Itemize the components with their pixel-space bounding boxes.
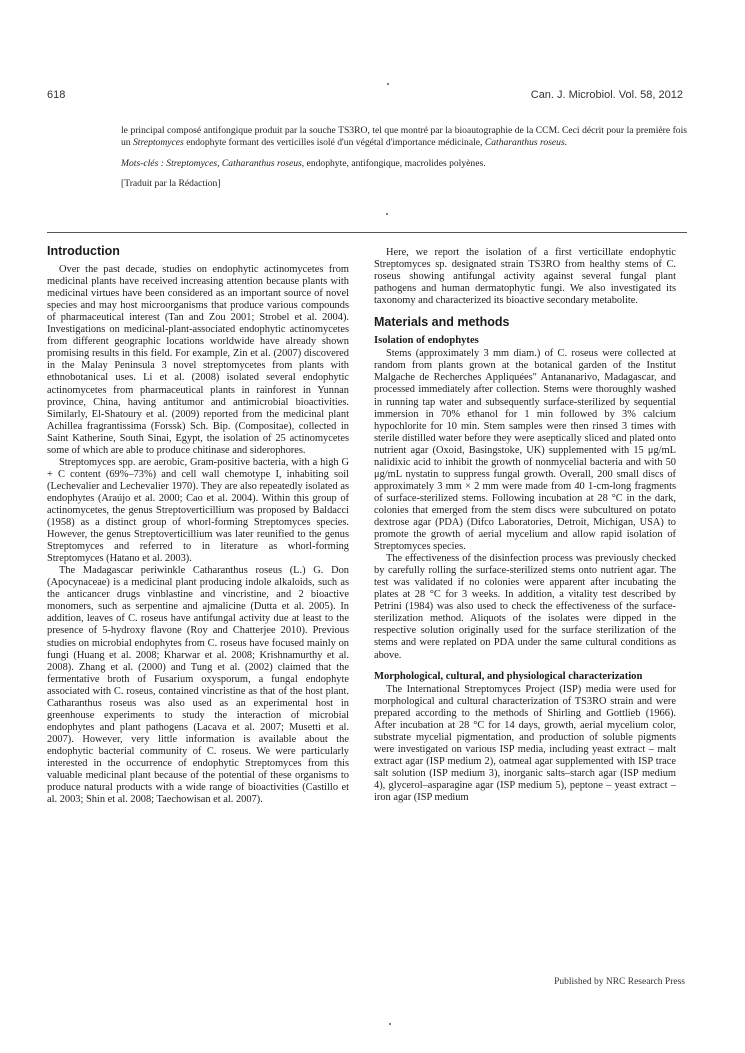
isolation-paragraph: Stems (approximately 3 mm diam.) of C. roseus were collected at random from plants grown at the botanical garden of the Institut Malgache de Recherches Appliquées" Antananarivo, Madagascar, and processed immediately after collection. Stems were thoroughly washed in running tap water and subsequently surface-sterilized by sequential immersion in 70% ethanol for 1 min followed by 3% calcium hypochlorite for 10 min. Stem samples were then rinsed 3 times with sterile distilled water before they were aseptically sliced and plated onto nutrient agar (Oxoid, Basingstoke, UK) supplemented with 15 μg/mL nalidixic acid to inhibit the growth of nonmycelial bacteria and with 50 μg/mL nystatin to suppress fungal growth. Overall, 200 small discs of approximately 3 mm × 2 mm were made from 40 1-cm-long fragments of surface-sterilized stems. Following incubation at 28 °C in the dark, colonies that emerged from the stem discs were subcultured on potato dextrose agar (PDA) (Difco Laboratories, Detroit, Michigan, USA) to promote the growth of aerial mycelium and allow rapid isolation of Streptomyces species. bbox=[374, 348, 676, 553]
methods-heading: Materials and methods bbox=[374, 315, 510, 330]
resume-text bbox=[121, 125, 687, 149]
resume-part: endophyte formant des verticilles isolé d'un végétal d'importance médicinale, bbox=[183, 136, 485, 148]
intro-paragraph-1: Over the past decade, studies on endophytic actinomycetes from medicinal plants have received increasing attention because plants with medicinal virtues have been considered as an important source of novel species and may host microorganisms that produce various compounds of pharmaceutical interest (Tan and Zou 2001; Strobel et al. 2004). Investigations on medicinal-plant-associated endophytic actinomycetes from different geographic locations worldwide have already shown promising results in this field. For example, Zin et al. (2007) discovered in the Malay Peninsula 3 novel streptomycetes from plants with ethnobotanical uses. Li et al. (2008) isolated several endophytic actinomycetes from pharmaceutical plants in rainforest in Yunnan province, China, having antitumor and antimicrobial bioactivities. Similarly, El-Shatoury et al. (2009) reported from the medicinal plant Achillea fragrantissima (Forssk) Sch. Bip. (Compositae), collected in Saint Katherine, South Sinai, Egypt, the isolation of 25 actinomycetes some of which are able to produce chitinase and siderophores. bbox=[47, 264, 349, 456]
morphology-paragraph: The International Streptomyces Project (ISP) media were used for morphological and cultural characterization of TS3RO strain and were prepared according to the methods of Shirling and Gottlieb (1966). After incubation at 28 °C for 14 days, growth, aerial mycelium color, substrate mycelial pigmentation, and production of soluble pigments were investigated on various ISP media, including yeast extract – malt extract agar (ISP medium 2), oatmeal agar supplemented with ISP trace salt solution (ISP medium 3), inorganic salts–starch agar (ISP medium 4), glycerol–asparagine agar (ISP medium 5), peptone – yeast extract – iron agar (ISP medium bbox=[374, 683, 676, 804]
keywords-italic: Streptomyces, Catharanthus roseus, bbox=[166, 157, 305, 169]
translation-note: [Traduit par la Rédaction] bbox=[121, 178, 221, 190]
intro-paragraph-3: The Madagascar periwinkle Catharanthus roseus (L.) G. Don (Apocynaceae) is a medicinal plant producing indole alkaloids, such as the anticancer drugs vinblastine and vincristine, and 2 bioactive monomers, such as serpentine and ajmalicine (Dutta et al. 2005). In addition, leaves of C. roseus have antifungal activity due at least to the presence of 5-hydroxy flavone (Roy and Chatterjee 2010). Previous studies on microbial endophytes from C. roseus have focused mainly on fungi (Huang et al. 2008; Kharwar et al. 2008; Krishnamurthy et al. 2008). Zhang et al. (2000) and Tung et al. (2002) claimed that the fermentative broth of Fusarium oxysporum, a fungal endophyte associated with C. roseus, contained vincristine as that of the host plant. Catharanthus roseus was also used as an experimental host in greenhouse experiments to study the interaction of microbial endophytes and plant pathogens (Lacava et al. 2007; Musetti et al. 2007). However, very little information is available about the endophytic bacterial community of C. roseus. We were particularly interested in the occurrence of endophytic Streptomyces from this valuable medicinal plant because of the potential of these organisms to produce natural products with a wide range of bioactivities (Castillo et al. 2003; Shin et al. 2008; Taechowisan et al. 2007). bbox=[47, 565, 349, 806]
effectiveness-paragraph: The effectiveness of the disinfection process was previously checked by carefully rolling the surface-sterilized stems onto nutrient agar. The test was validated if no colonies were apparent after incubating the plates at 28 °C for 3 weeks. In addition, a vitality test described by Petrini (1984) was also used to check the effectiveness of the surface-sterilization method. Aliquots of the isolates were dipped in the respective solution originally used for the surface sterilization of the stems and were replated on PDA under the same cultural conditions as above. bbox=[374, 553, 676, 661]
scan-speck bbox=[389, 1023, 391, 1025]
scan-speck bbox=[387, 83, 389, 85]
resume-part: le principal composé antifongique produit par la souche TS3RO, tel que montré par la bioautographie de la CCM. Ceci décrit pour la première fois un bbox=[121, 125, 687, 148]
morphology-heading: Morphological, cultural, and physiological characterization bbox=[374, 670, 643, 682]
isolation-heading: Isolation of endophytes bbox=[374, 335, 479, 347]
left-column bbox=[47, 245, 349, 806]
intro-paragraph-4: Here, we report the isolation of a first verticillate endophytic Streptomyces sp. designated strain TS3RO from healthy stems of C. roseus showing antifungal activity against several fungal plant pathogens and human dermatophytic fungi. We also investigated its taxonomy and characterized its bioactive secondary metabolite. bbox=[374, 247, 676, 307]
french-abstract bbox=[121, 125, 687, 199]
scan-speck bbox=[386, 213, 388, 215]
right-column bbox=[374, 247, 676, 804]
journal-reference: Can. J. Microbiol. Vol. 58, 2012 bbox=[530, 89, 683, 101]
section-divider bbox=[47, 232, 687, 233]
keywords-label: Mots-clés : bbox=[121, 157, 167, 169]
publisher-footer: Published by NRC Research Press bbox=[554, 977, 685, 987]
page-number: 618 bbox=[47, 89, 66, 101]
keywords bbox=[121, 158, 687, 170]
intro-paragraph-2: Streptomyces spp. are aerobic, Gram-positive bacteria, with a high G + C content (69%–73%) and cell wall chemotype I, inhabiting soil (Lechevalier and Lechevalier 1970). They are also repeatedly isolated as endophytes (Araújo et al. 2000; Cao et al. 2004). Within this group of actinomycetes, the genus Streptoverticillium was proposed by Baldacci (1958) as a distinct group of whorl-forming Streptomyces species. However, the genus Streptoverticillium was later reunified to the genus Streptomyces and referred to in literature as whorl-forming Streptomyces (Hatano et al. 2003). bbox=[47, 456, 349, 565]
resume-genus: Streptomyces bbox=[133, 136, 184, 148]
keywords-rest: endophyte, antifongique, macrolides polyènes. bbox=[304, 157, 486, 169]
resume-species: Catharanthus roseus. bbox=[484, 136, 568, 148]
introduction-heading: Introduction bbox=[47, 244, 120, 258]
